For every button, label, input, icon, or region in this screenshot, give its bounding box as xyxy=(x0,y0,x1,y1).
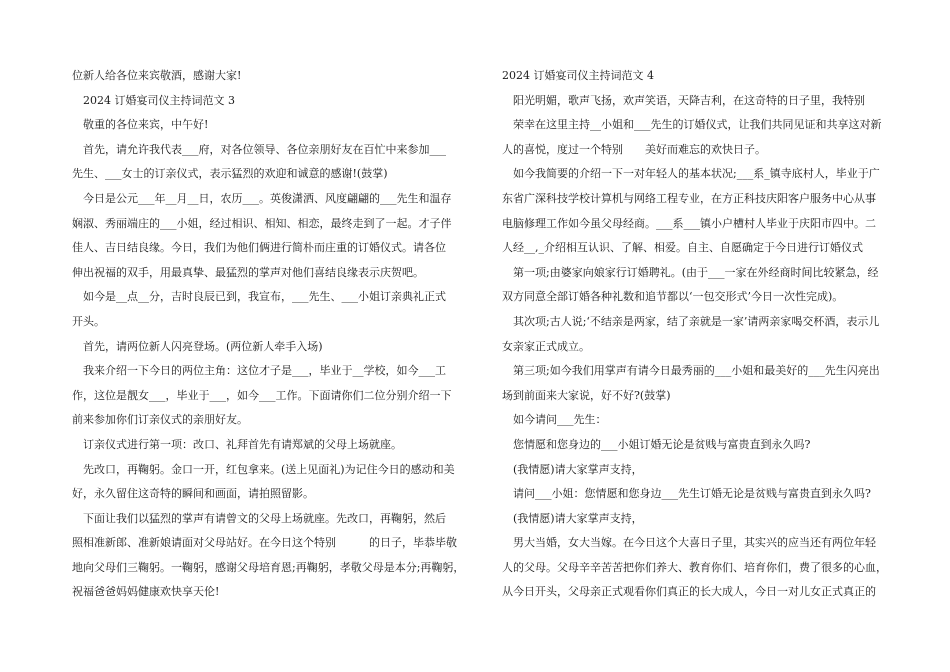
text-line: 我来介绍一下今日的两位主角：这位才子是___，毕业于__学校，如今___工 xyxy=(72,364,446,378)
text-line: 男大当婚，女大当嫁。在今日这个大喜日子里，其实兴的应当还有两位年轻 xyxy=(502,536,876,550)
text-line: (我情愿)请大家掌声支持， xyxy=(502,462,643,476)
left-column xyxy=(72,64,464,605)
text-line: 第三项;如今我们用掌声有请今日最秀丽的___小姐和最美好的___先生闪亮出 xyxy=(502,364,880,378)
text-line: 开头。 xyxy=(72,314,105,328)
text-line: 如今我简要的介绍一下一对年轻人的基本状况;___系_镇寺底村人，毕业于广 xyxy=(502,167,880,181)
text-line: 阳光明媚，歌声飞扬，欢声笑语，天降吉利，在这奇特的日子里，我特别 xyxy=(502,93,865,107)
text-line: 电脑修理工作如今虽父母经商。___系___镇小户槽村人毕业于庆阳市四中。二 xyxy=(502,216,876,230)
text-line: 其次项;古人说;‘不结亲是两家，结了亲就是一家’请两亲家喝交杯酒，表示儿 xyxy=(502,314,880,328)
text-line: 人的喜悦，度过一个特别 美好而难忘的欢快日子。 xyxy=(502,142,766,156)
text-line: 先生、___女士的订亲仪式，表示猛烈的欢迎和诚意的感谢!(鼓掌) xyxy=(72,167,388,181)
text-line: 下面让我们以猛烈的掌声有请曾文的父母上场就座。先改口，再鞠躬，然后 xyxy=(72,511,446,525)
text-line: 人经__,_介绍相互认识、了解、相爱。自主、自愿确定于今日进行订婚仪式 xyxy=(502,241,863,255)
text-line: 荣幸在这里主持__小姐和___先生的订婚仪式，让我们共同见证和共享这对新 xyxy=(502,118,882,132)
text-line: 今日是公元___年__月__日，农历___。英俊潇洒、风度翩翩的___先生和温存 xyxy=(72,191,452,205)
section-heading: 2024 订婚宴司仪主持词范文 3 xyxy=(72,93,235,107)
text-line: 首先，请允许我代表___府，对各位领导、各位亲朋好友在百忙中来参加___ xyxy=(72,142,446,156)
text-line: 先改口，再鞠躬。金口一开，红包拿来。(送上见面礼)为记住今日的感动和美 xyxy=(72,462,455,476)
text-line: 如今是__点__分，吉时良辰已到，我宣布，___先生、___小姐订亲典礼正式 xyxy=(72,290,446,304)
text-line: 订亲仪式进行第一项：改口、礼拜首先有请郑斌的父母上场就座。 xyxy=(72,437,402,451)
text-line: 伸出祝福的双手，用最真挚、最猛烈的掌声对他们喜结良缘表示庆贺吧。 xyxy=(72,265,424,279)
text-line: 从今日开头，父母亲正式观看你们真正的长大成人，今日一对儿女正式真正的 xyxy=(502,585,876,599)
text-line: 东省广深科技学校计算机与网络工程专业，在方正科技庆阳客户服务中心从事 xyxy=(502,191,876,205)
section-heading: 2024 订婚宴司仪主持词范文 4 xyxy=(502,69,654,82)
text-line: 祝福爸爸妈妈健康欢快享天伦! xyxy=(72,585,220,599)
text-line: 敬重的各位来宾，中午好! xyxy=(72,118,209,132)
text-line: 作，这位是靓女___，毕业于___，如今___工作。下面请你们二位分别介绍一下 xyxy=(72,388,452,402)
right-column xyxy=(502,64,887,605)
text-line: 首先，请两位新人闪亮登场。(两位新人牵手入场) xyxy=(72,339,323,353)
text-line: 位新人给各位来宾敬酒，感谢大家! xyxy=(72,69,242,82)
text-line: 第一项;由婆家向娘家行订婚聘礼。(由于___一家在外经商时间比较紧急，经 xyxy=(502,265,879,279)
text-line: 场到前面来大家说，好不好?(鼓掌) xyxy=(502,388,671,402)
text-line: 照相准新郎、准新娘请面对父母站好。在今日这个特别 的日子，毕恭毕敬 xyxy=(72,536,457,550)
text-line: 佳人、吉日结良缘。今日，我们为他们俩进行简朴而庄重的订婚仪式。请各位 xyxy=(72,241,446,255)
text-line: 娴淑、秀丽端庄的___小姐，经过相识、相知、相恋，最终走到了一起。才子伴 xyxy=(72,216,452,230)
text-line: 请问___小姐：您情愿和您身边___先生订婚无论是贫贱与富贵直到永久吗? xyxy=(502,487,871,501)
text-line: 人的父母。父母辛辛苦苦把你们养大、教育你们、培育你们，费了很多的心血， xyxy=(502,560,887,574)
text-line: 双方同意全部订婚各种礼数和追节都以‘一包交形式’今日一次性完成)。 xyxy=(502,290,844,304)
text-line: 女亲家正式成立。 xyxy=(502,339,590,353)
text-line: 您情愿和您身边的___小姐订婚无论是贫贱与富贵直到永久吗? xyxy=(502,437,811,451)
text-line: (我情愿)请大家掌声支持， xyxy=(502,511,643,525)
text-line: 如今请问___先生： xyxy=(502,413,607,427)
text-line: 前来参加你们订亲仪式的亲朋好友。 xyxy=(72,413,248,427)
text-line: 好，永久留住这奇特的瞬间和画面，请拍照留影。 xyxy=(72,487,314,501)
text-line: 地向父母们三鞠躬。一鞠躬，感谢父母培育恩;再鞠躬，孝敬父母是本分;再鞠躬， xyxy=(72,560,465,574)
